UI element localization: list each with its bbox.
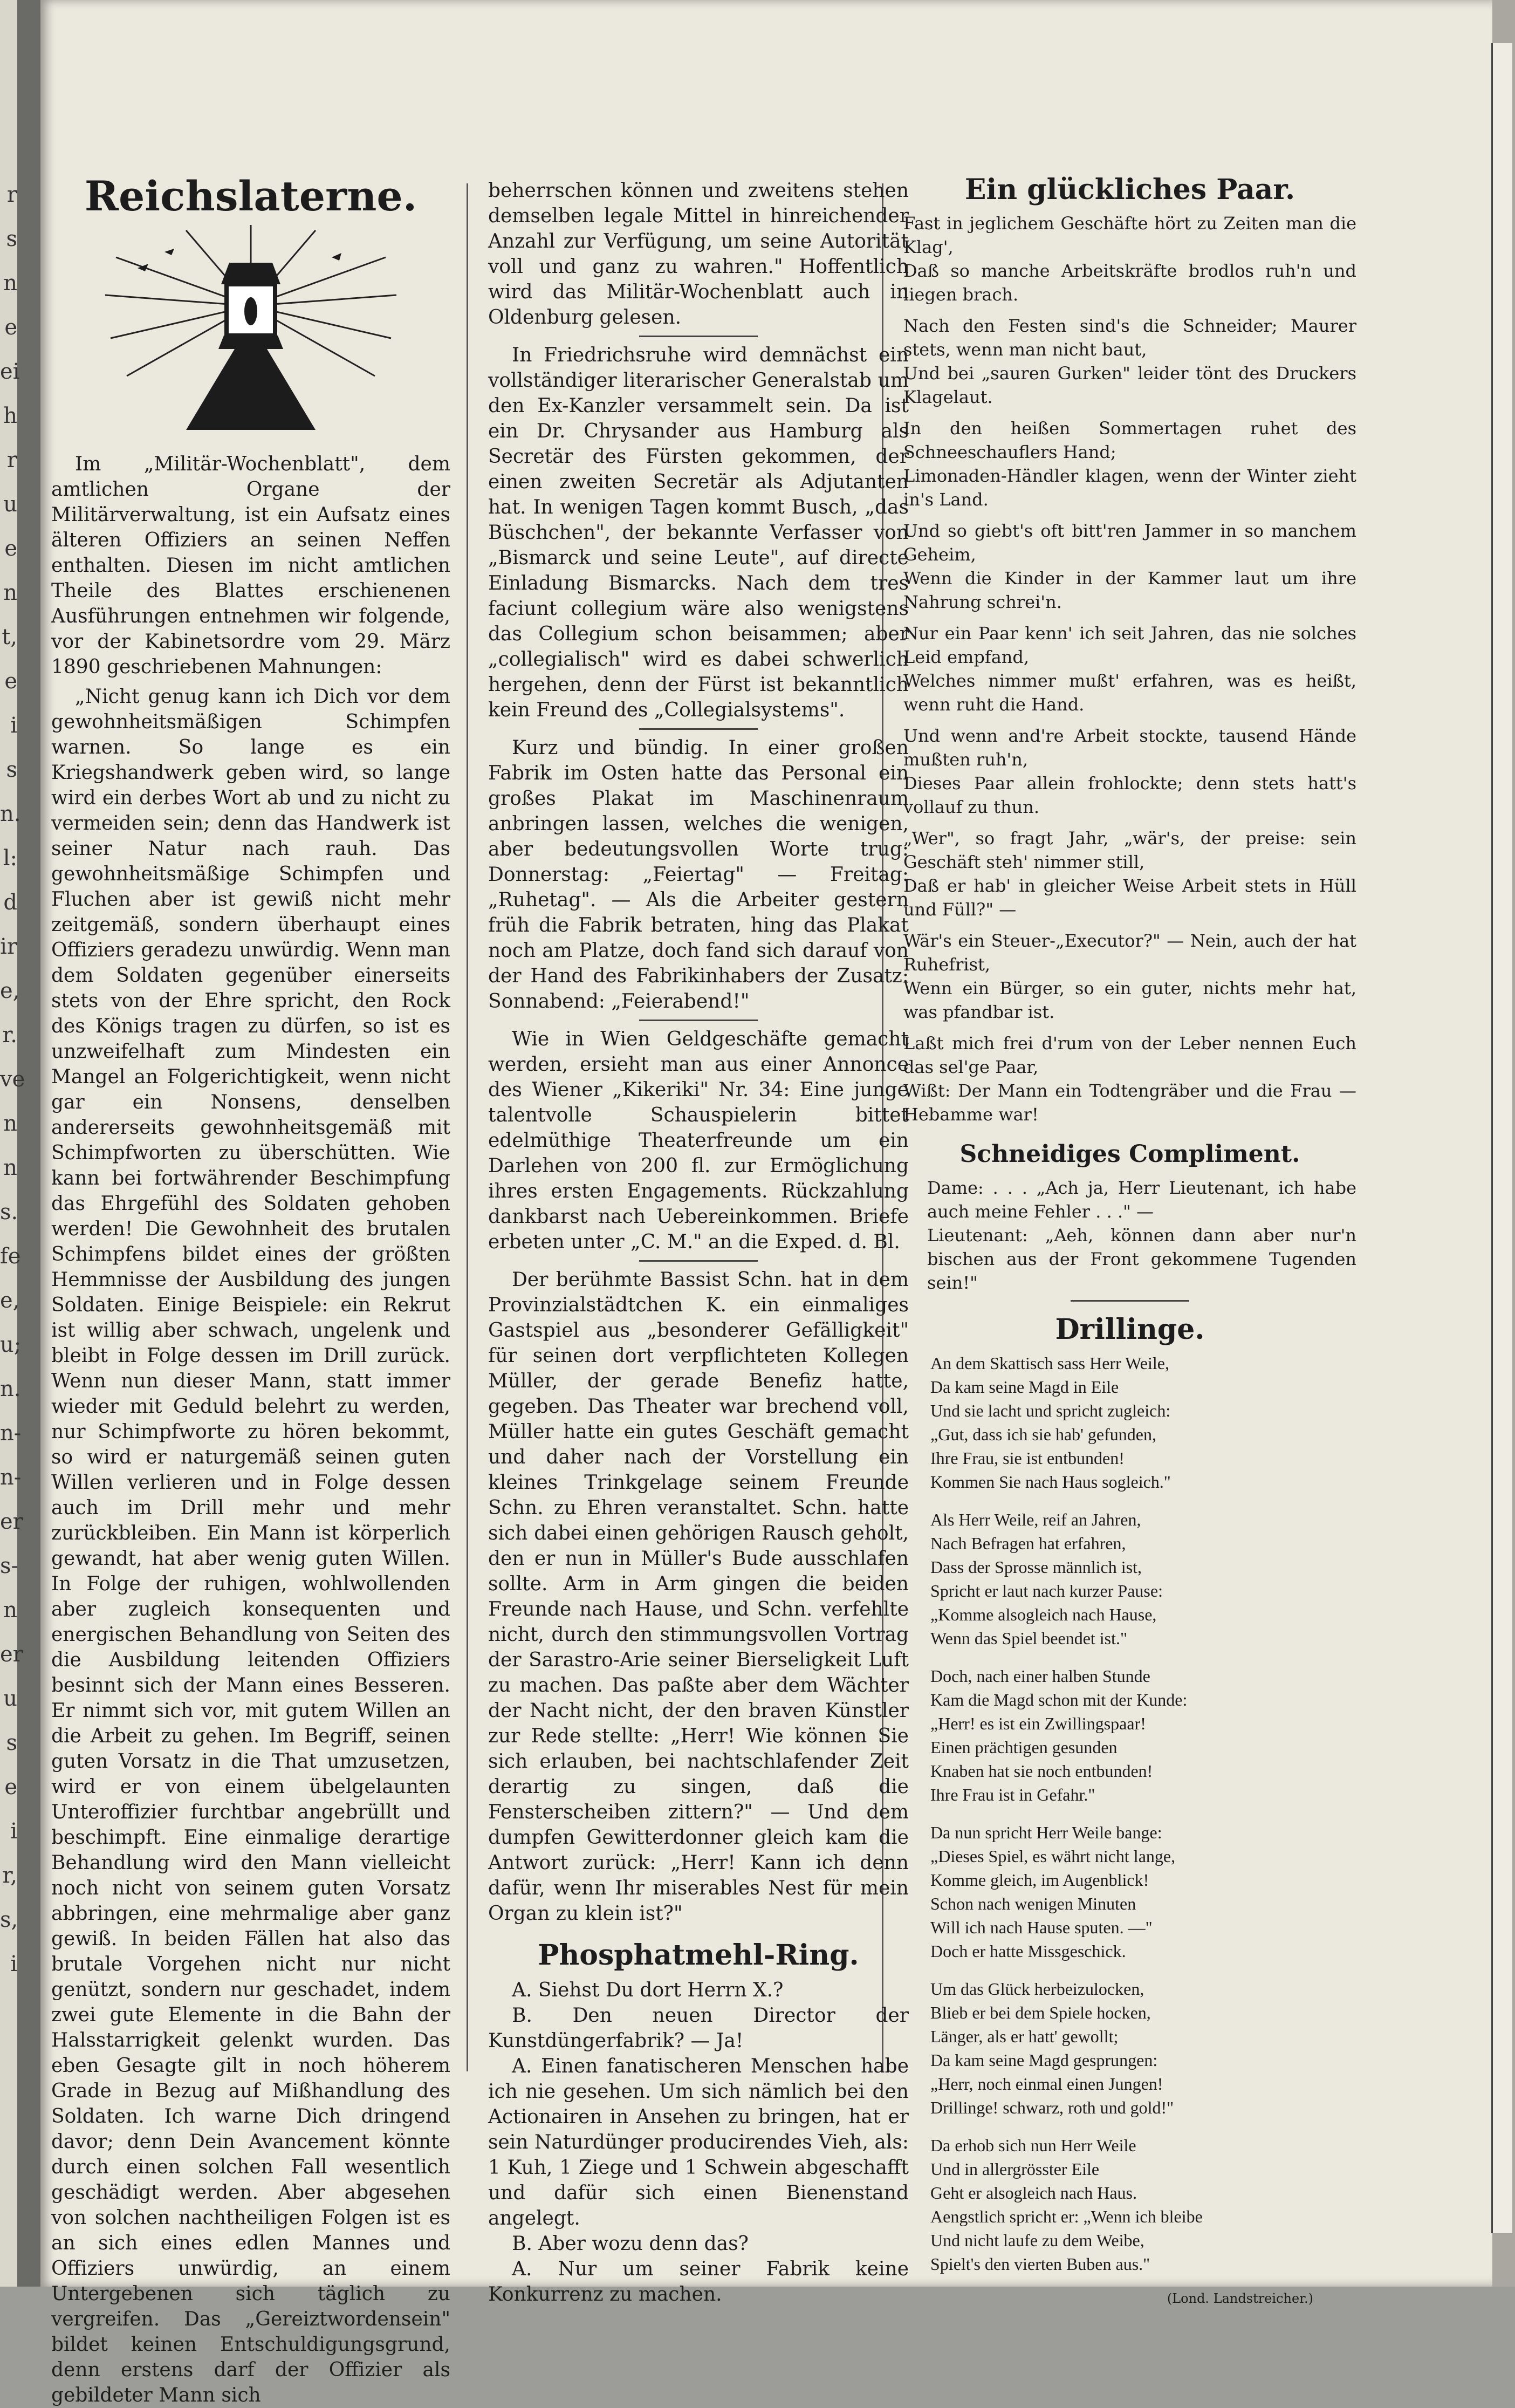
paar-verses xyxy=(903,211,1356,1126)
verse-pair xyxy=(903,314,1356,409)
drillinge-title: Drillinge. xyxy=(1055,1313,1205,1346)
stanza xyxy=(903,1508,1356,1650)
verse-pair xyxy=(903,621,1356,716)
verse-line: Limonaden-Händler klagen, wenn der Winter zieht in's Land. xyxy=(903,466,1356,510)
poem-line: Spielt's den vierten Buben aus." xyxy=(930,2254,1150,2274)
verse-line: Und bei „sauren Gurken" leider tönt des Druckers Klagelaut. xyxy=(903,363,1356,407)
poem-line: Und sie lacht und spricht zugleich: xyxy=(930,1401,1171,1420)
poem-line: Komme gleich, im Augenblick! xyxy=(930,1870,1149,1890)
poem-line: Um das Glück herbeizulocken, xyxy=(930,1979,1144,1999)
separator xyxy=(639,728,758,730)
poem-line: Einen prächtigen gesunden xyxy=(930,1737,1118,1757)
poem-line: Ihre Frau ist in Gefahr." xyxy=(930,1785,1095,1804)
poem-line: Und in allergrösster Eile xyxy=(930,2159,1100,2179)
drillinge-poem xyxy=(903,1351,1356,2276)
poem-line: Da erhob sich nun Herr Weile xyxy=(930,2136,1136,2155)
col2-paragraph: Wie in Wien Geldgeschäfte gemacht werden, ersieht man aus einer Annonce des Wiener „Kikeriki" Nr. 34: Eine junge talentvolle Schauspielerin bittet edelmüthige Theaterfreunde um ein Darlehen von 200 fl. zur Ermöglichung ihres ersten Engagements. Rückzahlung dankbarst nach Uebereinkommen. Briefe erbeten unter „C. M." an die Exped. d. Bl. xyxy=(488,1028,909,1253)
column-rule xyxy=(467,183,468,2071)
phosphatmehl-title: Phosphatmehl-Ring. xyxy=(538,1939,859,1972)
poem-line: Doch, nach einer halben Stunde xyxy=(930,1666,1150,1686)
dialog-line: A. Einen fanatischeren Menschen habe ich nie gesehen. Um sich nämlich bei den Actionairen in Ansehen zu bringen, hat er sein Naturdünger producirendes Vieh, als: 1 Kuh, 1 Ziege und 1 Schwein abgeschafft und dafür sich einen Bienenstand angelegt. xyxy=(488,2055,909,2229)
verse-line: Nach den Festen sind's die Schneider; Maurer stets, wenn man nicht baut, xyxy=(903,316,1356,360)
poem-line: Kommen Sie nach Haus sogleich." xyxy=(930,1472,1171,1492)
verse-line: Fast in jeglichem Geschäfte hört zu Zeiten man die Klag', xyxy=(903,213,1356,257)
poem-line: Nach Befragen hat erfahren, xyxy=(930,1534,1126,1553)
verse-line: Welches nimmer mußt' erfahren, was es heißt, wenn ruht die Hand. xyxy=(903,671,1356,715)
verse-line: Dieses Paar allein frohlockte; denn stets hatt's vollauf zu thun. xyxy=(903,773,1356,817)
dialog-line: A. Siehst Du dort Herrn X.? xyxy=(512,1979,784,2001)
page-frame-border xyxy=(1491,43,1512,2233)
col2-paragraph: Kurz und bündig. In einer großen Fabrik im Osten hatte das Personal ein großes Plakat im Maschinenraum anbringen lassen, welches die wenigen, aber bedeutungsvollen Worte trug: Donnerstag: „Feiertag" — Freitag: „Ruhetag". — Als die Arbeiter gestern früh die Fabrik betraten, hing das Plakat noch am Platze, doch fand sich darauf von der Hand des Fabrikinhabers der Zusatz: Sonnabend: „Feierabend!" xyxy=(488,737,909,1013)
poem-line: Ihre Frau, sie ist entbunden! xyxy=(930,1448,1125,1468)
verse-line: Daß er hab' in gleicher Weise Arbeit stets in Hüll und Füll?" — xyxy=(903,875,1356,920)
verse-line: Und wenn and're Arbeit stockte, tausend Hände mußten ruh'n, xyxy=(903,726,1356,770)
compliment-line: Dame: . . . „Ach ja, Herr Lieutenant, ich habe auch meine Fehler . . ." — xyxy=(927,1178,1356,1222)
verse-pair xyxy=(903,519,1356,614)
poem-line: Dass der Sprosse männlich ist, xyxy=(930,1557,1142,1577)
poem-line: Da kam seine Magd in Eile xyxy=(930,1377,1119,1397)
stanza xyxy=(903,1977,1356,2119)
verse-pair xyxy=(903,724,1356,819)
verse-line: Laßt mich frei d'rum von der Leber nennen Euch das sel'ge Paar, xyxy=(903,1033,1356,1077)
verse-line: Wenn ein Bürger, so ein guter, nichts mehr hat, was pfandbar ist. xyxy=(903,978,1356,1022)
col1-paragraph: „Nicht genug kann ich Dich vor dem gewohnheitsmäßigen Schimpfen warnen. So lange es ein Kriegshandwerk geben wird, so lange wird ein derbes Wort ab und zu nicht zu vermeiden sein; denn das Handwerk ist seiner Natur nach rauh. Das gewohnheitsmäßige Schimpfen und Fluchen aber ist gewiß nicht mehr zeitgemäß, sondern überhaupt eines Offiziers geradezu unwürdig. Wenn man dem Soldaten gegenüber einerseits stets von der Ehre spricht, den Rock des Königs tragen zu dürfen, so ist es unzweifelhaft zum Mindesten ein Mangel an Folgerichtigkeit, wenn nicht gar ein Nonsens, denselben andererseits gewohnheitsgemäß mit Schimpfworten zu überschütten. Wie kann bei fortwährender Beschimpfung das Ehrgefühl des Soldaten gehoben werden! Die Gewohnheit des brutalen Schimpfens bildet eines der größten Hemmnisse der Ausbildung des jungen Soldaten. Einige Beispiele: ein Rekrut ist willig aber schwach, ungelenk und bleibt in Folge dessen im Drill zurück. Wenn nun dieser Mann, statt immer wieder mit Geduld belehrt zu werden, nur Schimpfworte zu hören bekommt, so wird er naturgemäß seinen guten Willen verlieren und in Folge dessen auch im Drill mehr und mehr zurückbleiben. Ein Mann ist körperlich gewandt, hat aber wenig guten Willen. In Folge der ruhigen, wohlwollenden aber zugleich konsequenten und energischen Behandlung von Seiten des die Ausbildung leitenden Offiziers besinnt sich der Mann eines Besseren. Er nimmt sich vor, mit gutem Willen an die Arbeit zu gehen. Im Begriff, seinen guten Vorsatz in die That umzusetzen, wird er von einem übelgelaunten Unteroffizier furchtbar angebrüllt und beschimpft. Eine einmalige derartige Behandlung wird den Mann vielleicht noch nicht von seinem guten Vorsatz abbringen, eine mehrmalige aber ganz gewiß. In beiden Fällen hat also das brutale Vorgehen nicht nur nicht genützt, sondern nur geschadet, indem zwei gute Elemente in die Bahn der Halsstarrigkeit gelenkt wurden. Das eben Gesagte gilt in noch höherem Grade in Bezug auf Mißhandlung des Soldaten. Ich warne Dich dringend davor; denn Dein Avancement könnte durch einen solchen Fall wesentlich geschädigt werden. Aber abgesehen von solchen nachtheiligen Folgen ist es an sich eines edlen Mannes und Offiziers unwürdig, an einem Untergebenen sich täglich zu vergreifen. Das „Gereiztwordensein" bildet keinen Entschuldigungsgrund, denn erstens darf der Offizier als gebildeter Mann sich xyxy=(51,686,450,2406)
separator xyxy=(639,336,758,337)
poem-line: Da nun spricht Herr Weile bange: xyxy=(930,1823,1162,1842)
poem-line: Spricht er laut nach kurzer Pause: xyxy=(930,1581,1163,1600)
stanza xyxy=(903,1351,1356,1494)
separator xyxy=(639,1260,758,1262)
poem-line: Länger, als er hatt' gewollt; xyxy=(930,2027,1119,2046)
previous-page-fragments: r s n e ei h r u e n t, e i s n. l: d ir e, r. ve n n s. fe e, u; n. n- n- er s- n er u s e i r, s, i xyxy=(0,182,25,1976)
poem-line: „Herr, noch einmal einen Jungen! xyxy=(930,2074,1163,2094)
reichslaterne-title: Reichslaterne. xyxy=(84,172,417,220)
stanza xyxy=(903,2133,1356,2276)
verse-pair xyxy=(903,1031,1356,1126)
verse-line: Nur ein Paar kenn' ich seit Jahren, das nie solches Leid empfand, xyxy=(903,623,1356,667)
poem-line: Als Herr Weile, reif an Jahren, xyxy=(930,1510,1141,1529)
verse-line: Wenn die Kinder in der Kammer laut um ihre Nahrung schrei'n. xyxy=(903,568,1356,612)
verse-pair xyxy=(903,211,1356,306)
verse-line: Daß so manche Arbeitskräfte brodlos ruh'n und liegen brach. xyxy=(903,261,1356,305)
poem-line: Und nicht laufe zu dem Weibe, xyxy=(930,2231,1144,2250)
column-1 xyxy=(51,172,450,2408)
poem-line: „Dieses Spiel, es währt nicht lange, xyxy=(930,1846,1176,1866)
poem-line: „Komme alsogleich nach Hause, xyxy=(930,1605,1157,1624)
col2-paragraph: In Friedrichsruhe wird demnächst ein vollständiger literarischer Generalstab um den Ex-Kanzler versammelt sein. Da ist ein Dr. Chrysander aus Hamburg als Secretär des Fürsten gekommen, der einen zweiten Secretär als Adjutanten hat. In wenigen Tagen kommt Busch, „das Büschchen", der bekannte Verfasser von „Bismarck und seine Leute", auf directe Einladung Bismarcks. Nach dem tres faciunt collegium wäre also wenigstens das Collegium schon beisammen; aber „collegialisch" wird es dabei schwerlich hergehen, denn der Fürst ist bekanntlich kein Freund des „Collegialsystems". xyxy=(488,344,909,721)
verse-line: „Wer", so fragt Jahr, „wär's, der preise: sein Geschäft steh' nimmer still, xyxy=(903,828,1356,872)
poem-line: Aengstlich spricht er: „Wenn ich bleibe xyxy=(930,2207,1203,2226)
poem-line: Geht er alsogleich nach Haus. xyxy=(930,2183,1137,2202)
stanza xyxy=(903,1821,1356,1963)
lantern-illustration xyxy=(105,225,396,430)
col1-paragraph: Im „Militär-Wochenblatt", dem amtlichen Organe der Militärverwaltung, ist ein Aufsatz eines älteren Offiziers an seinen Neffen enthalten. Diesen im nicht amtlichen Theile des Blattes erschienenen Ausführungen entnehmen wir folgende, vor der Kabinetsordre vom 29. März 1890 geschriebenen Mahnungen: xyxy=(51,453,450,678)
poem-line: Kam die Magd schon mit der Kunde: xyxy=(930,1690,1188,1709)
verse-pair xyxy=(903,929,1356,1024)
poem-line: Blieb er bei dem Spiele hocken, xyxy=(930,2003,1151,2022)
column-3 xyxy=(903,173,1356,2310)
col2-paragraph: Der berühmte Bassist Schn. hat in dem Provinzialstädtchen K. ein einmaliges Gastspiel aus „besonderer Gefälligkeit" für seinen dort verpflichteten Kollegen Müller, der gerade Benefiz hatte, gegeben. Das Theater war brechend voll, Müller hatte ein gutes Geschäft gemacht und daher nach der Vorstellung ein kleines Trinkgelage seinem Freunde Schn. zu Ehren veranstaltet. Schn. hatte sich dabei einen gehörigen Rausch geholt, den er nun in Müller's Bude ausschlafen sollte. Arm in Arm gingen die beiden Freunde nach Hause, und Schn. verfehlte nicht, durch den stimmungsvollen Vortrag der Sarastro-Arie seiner Bierseligkeit Luft zu machen. Das paßte aber dem Wächter der Nacht nicht, der den braven Künstler zur Rede stellte: „Herr! Wie können Sie sich erlauben, bei nachtschlafender Zeit derartig zu singen, daß die Fensterscheiben zittern?" — Und dem dumpfen Gewitterdonner gleich kam die Antwort zurück: „Herr! Kann ich denn dafür, wenn Ihr miserables Nest für mein Organ zu klein ist?" xyxy=(488,1269,909,1925)
newspaper-page xyxy=(40,0,1515,2406)
poem-line: Da kam seine Magd gesprungen: xyxy=(930,2050,1158,2070)
verse-line: In den heißen Sommertagen ruhet des Schneeschauflers Hand; xyxy=(903,418,1356,462)
separator xyxy=(639,1020,758,1021)
verse-pair xyxy=(903,826,1356,921)
dialog-line: B. Aber wozu denn das? xyxy=(512,2233,749,2255)
verse-line: Und so giebt's oft bitt'ren Jammer in so manchem Geheim, xyxy=(903,521,1356,565)
verse-line: Wär's ein Steuer-„Executor?" — Nein, auch der hat Ruhefrist, xyxy=(903,931,1356,975)
poem-line: Will ich nach Hause sputen. —" xyxy=(930,1918,1153,1937)
poem-line: Wenn das Spiel beendet ist." xyxy=(930,1629,1128,1648)
poem-line: Schon nach wenigen Minuten xyxy=(930,1894,1136,1913)
col2-paragraph: beherrschen können und zweitens stehen demselben legale Mittel in hinreichender Anzahl zur Verfügung, um seine Autorität voll und ganz zu wahren." Hoffentlich wird das Militär-Wochenblatt auch in Oldenburg gelesen. xyxy=(488,180,909,329)
poem-line: Doch er hatte Missgeschick. xyxy=(930,1941,1126,1961)
stanza xyxy=(903,1664,1356,1807)
separator xyxy=(1071,1300,1189,1302)
previous-page-edge xyxy=(0,0,25,2287)
dialog-line: A. Nur um seiner Fabrik keine Konkurrenz zu machen. xyxy=(488,2258,909,2306)
compliment-line: Lieutenant: „Aeh, können dann aber nur'n bischen aus der Front gekommene Tugenden sein!" xyxy=(927,1225,1356,1293)
verse-line: Wißt: Der Mann ein Todtengräber und die Frau — Hebamme war! xyxy=(903,1080,1356,1125)
compliment-title: Schneidiges Compliment. xyxy=(959,1140,1300,1168)
poem-line: Knaben hat sie noch entbunden! xyxy=(930,1761,1153,1781)
dialog-line: B. Den neuen Director der Kunstdüngerfabrik? — Ja! xyxy=(488,2005,909,2052)
poem-line: Drillinge! schwarz, roth und gold!" xyxy=(930,2098,1174,2117)
poem-line: An dem Skattisch sass Herr Weile, xyxy=(930,1353,1169,1373)
poem-credit: (Lond. Landstreicher.) xyxy=(1167,2291,1313,2306)
gluckliches-paar-title: Ein glückliches Paar. xyxy=(964,173,1295,206)
poem-line: „Gut, dass ich sie hab' gefunden, xyxy=(930,1425,1156,1444)
poem-line: „Herr! es ist ein Zwillingspaar! xyxy=(930,1714,1146,1733)
verse-pair xyxy=(903,416,1356,511)
column-2 xyxy=(488,178,909,2307)
